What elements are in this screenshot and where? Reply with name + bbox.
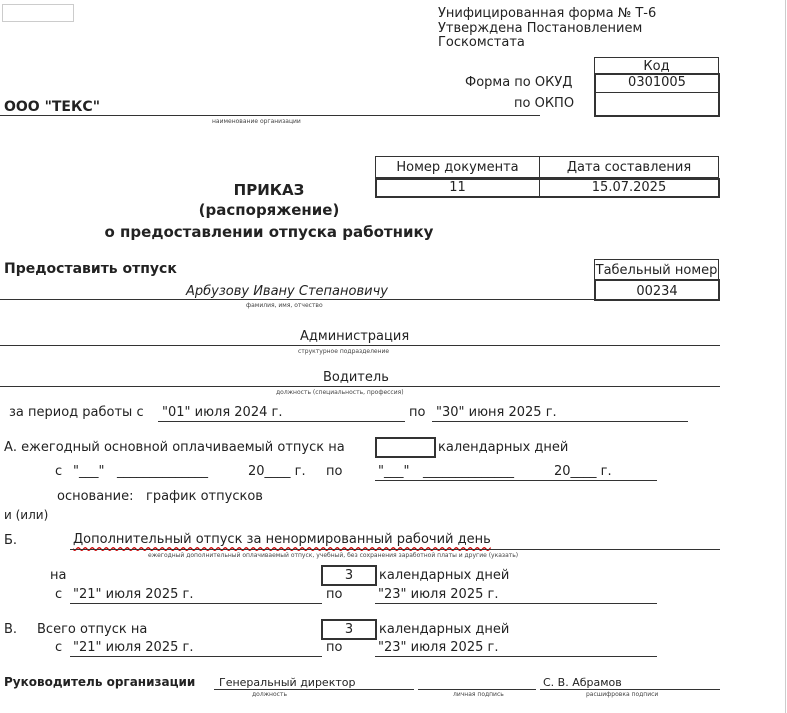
section-a-to-year: 20____ г.	[554, 464, 612, 479]
position-caption: должность (специальность, профессия)	[276, 389, 404, 396]
period-to-label: по	[409, 405, 426, 420]
code-header: Код	[594, 57, 719, 74]
corner-frame	[2, 4, 74, 22]
position-line	[0, 386, 720, 387]
order-subtitle: (распоряжение)	[198, 201, 340, 219]
section-b-type-line	[70, 549, 720, 550]
doc-number-value: 11	[449, 180, 466, 195]
department-line	[0, 345, 720, 346]
signature-position-line	[214, 689, 414, 690]
order-title: ПРИКАЗ	[233, 181, 305, 199]
section-v-total-label: Всего отпуск на	[37, 622, 148, 637]
section-v-to-label: по	[326, 640, 343, 655]
section-b-days-label: календарных дней	[379, 568, 510, 583]
signature-sign-caption: личная подпись	[453, 691, 504, 698]
section-b-type-caption: ежегодный дополнительный оплачиваемый отпуск, учебный, без сохранения заработной платы и другие (указать)	[148, 552, 519, 559]
period-to: "30" июня 2025 г.	[436, 405, 557, 420]
section-b-days-value: 3	[344, 568, 354, 583]
grant-label: Предоставить отпуск	[4, 261, 177, 277]
section-a-label: А. ежегодный основной оплачиваемый отпуск на	[4, 440, 345, 455]
section-b-from-line	[70, 603, 322, 604]
organization-caption: наименование организации	[212, 118, 301, 125]
basis-label: основание:	[57, 489, 134, 504]
form-line-2: Утверждена Постановлением	[438, 21, 643, 36]
employee-name-caption: фамилия, имя, отчество	[246, 302, 323, 309]
section-v-to: "23" июля 2025 г.	[378, 640, 499, 655]
employee-name: Арбузову Ивану Степановичу	[186, 284, 388, 299]
section-a-from-blank: ______________	[117, 464, 208, 479]
doc-number-label: Номер документа	[375, 156, 540, 178]
department: Администрация	[300, 329, 410, 344]
section-a-to-label: по	[326, 464, 343, 479]
section-a-to-line	[375, 480, 657, 481]
section-b-to-line	[375, 603, 657, 604]
signature-label: Руководитель организации	[4, 675, 196, 689]
order-purpose: о предоставлении отпуска работнику	[104, 223, 434, 241]
section-v-label: В.	[4, 622, 18, 637]
position: Водитель	[323, 370, 389, 385]
codes-divider	[594, 92, 720, 93]
organization-line	[0, 115, 540, 116]
basis-value: график отпусков	[146, 489, 263, 504]
page-border	[785, 0, 786, 713]
section-a-from-year: 20____ г.	[248, 464, 306, 479]
period-to-line	[432, 421, 688, 422]
section-a-to-blank: ______________	[423, 464, 514, 479]
section-v-days-label: календарных дней	[379, 622, 510, 637]
okud-label: Форма по ОКУД	[465, 75, 573, 90]
section-b-to: "23" июля 2025 г.	[378, 587, 499, 602]
form-line-3: Госкомстата	[438, 35, 525, 50]
section-v-from-line	[70, 656, 322, 657]
okpo-label: по ОКПО	[514, 96, 575, 111]
signature-decoding: С. В. Абрамов	[543, 676, 622, 689]
section-b-from-label: с	[55, 587, 63, 602]
section-a-days-box	[375, 437, 436, 458]
section-a-from-label: с	[55, 464, 63, 479]
signature-position-caption: должность	[252, 691, 287, 698]
tab-number-value: 00234	[636, 284, 678, 299]
okud-value: 0301005	[628, 75, 686, 90]
section-a-days-label: календарных дней	[438, 440, 569, 455]
section-v-to-line	[375, 656, 657, 657]
section-b-from: "21" июля 2025 г.	[73, 587, 194, 602]
section-a-from-day: "___"	[73, 464, 105, 479]
signature-decoding-caption: расшифровка подписи	[586, 691, 659, 698]
form-line-1: Унифицированная форма № Т-6	[438, 6, 657, 21]
tab-number-label: Табельный номер	[594, 259, 719, 280]
signature-position: Генеральный директор	[219, 676, 356, 689]
section-b-to-label: по	[326, 587, 343, 602]
section-v-from-label: с	[55, 640, 63, 655]
employee-name-line	[0, 299, 594, 300]
organization-name: ООО "ТЕКС"	[4, 99, 100, 115]
doc-date-label: Дата составления	[539, 156, 719, 178]
doc-date-value: 15.07.2025	[591, 180, 667, 195]
signature-decoding-line	[540, 689, 720, 690]
signature-sign-line	[418, 689, 536, 690]
section-b-type: Дополнительный отпуск за ненормированный рабочий день	[73, 532, 491, 547]
and-or-label: и (или)	[4, 508, 49, 522]
section-v-days-value: 3	[344, 622, 354, 637]
section-v-from: "21" июля 2025 г.	[73, 640, 194, 655]
period-from: "01" июля 2024 г.	[162, 405, 283, 420]
section-a-to-day: "___"	[378, 464, 410, 479]
period-from-line	[158, 421, 405, 422]
period-label: за период работы с	[9, 405, 144, 420]
section-b-label: Б.	[4, 533, 18, 548]
section-b-on-label: на	[50, 568, 67, 583]
department-caption: структурное подразделение	[298, 348, 390, 355]
